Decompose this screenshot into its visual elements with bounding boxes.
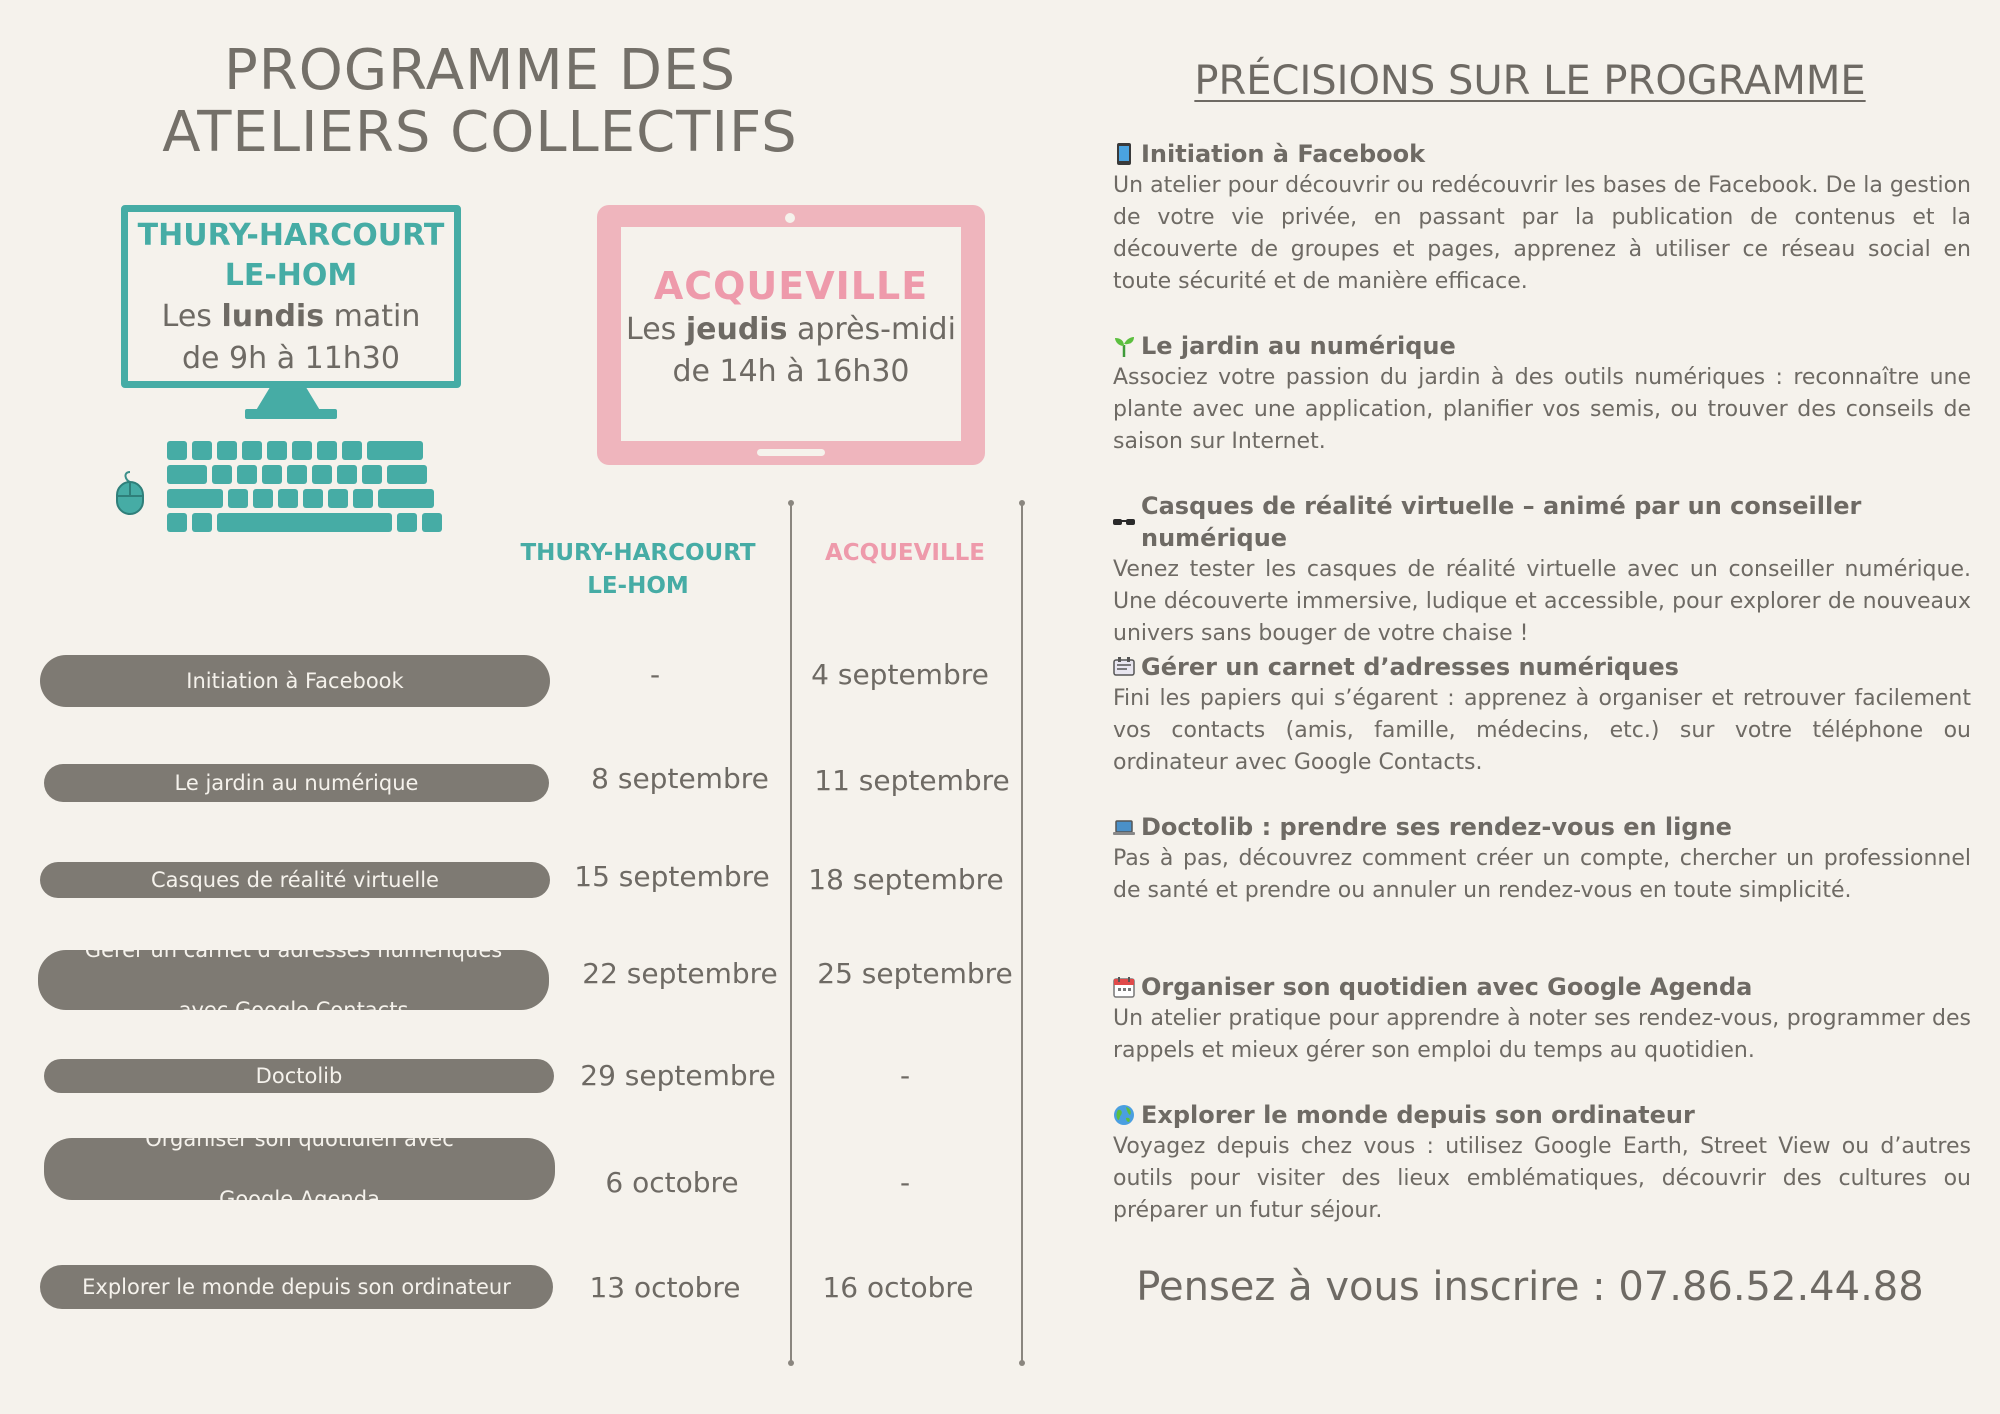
divider-dot	[1019, 500, 1025, 506]
acq-sched-pre: Les	[626, 312, 686, 347]
seedling-icon	[1113, 334, 1135, 358]
globe-icon	[1113, 1103, 1135, 1127]
workshop-label	[105, 1124, 493, 1214]
acqueville-schedule-hours: de 14h à 16h30	[672, 354, 910, 389]
divider-dot	[788, 1360, 794, 1366]
workshop-pill	[44, 1127, 555, 1211]
detail-section	[1113, 330, 1971, 458]
detail-section	[1113, 811, 1971, 907]
date-thury: 13 octobre	[589, 1271, 741, 1304]
card-index-icon	[1113, 655, 1135, 679]
detail-section	[1113, 138, 1971, 298]
thury-schedule-day	[128, 296, 454, 338]
workshop-label-line1: Organiser son quotidien avec	[145, 1127, 454, 1151]
workshop-pill	[40, 1265, 553, 1309]
keyboard-icon	[167, 441, 442, 533]
detail-body: Venez tester les casques de réalité virtuelle avec un conseiller numérique. Une découverte immersive, ludique et accessible, pour explorer de nouveaux univers sans bouger de votre chaise !	[1113, 557, 1971, 646]
workshop-label: Casques de réalité virtuelle	[151, 868, 439, 892]
detail-heading	[1113, 971, 1971, 1003]
detail-heading-text: Explorer le monde depuis son ordinateur	[1141, 1101, 1695, 1129]
detail-heading	[1113, 330, 1971, 362]
divider-dot	[788, 500, 794, 506]
detail-heading-text: Doctolib : prendre ses rendez-vous en ligne	[1141, 813, 1732, 841]
thury-name-line1: THURY-HARCOURT	[137, 218, 445, 253]
sunglasses-icon	[1113, 510, 1135, 534]
workshop-pill	[40, 862, 550, 898]
detail-heading-text: Initiation à Facebook	[1141, 140, 1426, 168]
workshop-label: Doctolib	[255, 1064, 343, 1088]
workshop-label: Initiation à Facebook	[186, 669, 404, 693]
workshop-label-line1: Gérer un carnet d’adresses numériques	[84, 938, 503, 962]
workshop-label-line2: Google Agenda	[219, 1187, 380, 1211]
mouse-icon	[113, 470, 147, 516]
date-acqueville: 25 septembre	[817, 957, 1013, 990]
registration-phone: Pensez à vous inscrire : 07.86.52.44.88	[1136, 1264, 1924, 1310]
date-acqueville: -	[899, 1059, 911, 1092]
workshop-pill	[38, 938, 549, 1022]
workshop-pill	[44, 764, 549, 802]
detail-heading-text: Gérer un carnet d’adresses numériques	[1141, 653, 1679, 681]
acq-sched-post: après-midi	[787, 312, 956, 347]
tablet-home-button	[757, 449, 825, 456]
column-divider-left	[790, 503, 792, 1363]
detail-body: Pas à pas, découvrez comment créer un compte, chercher un professionnel de santé et prendre ou annuler un rendez-vous en toute simplicité.	[1113, 846, 1971, 903]
detail-body: Un atelier pratique pour apprendre à noter ses rendez-vous, programmer des rappels et mieux gérer son emploi du temps au quotidien.	[1113, 1006, 1971, 1063]
thury-sched-day: lundis	[221, 299, 325, 334]
date-thury: -	[649, 658, 661, 691]
monitor-illustration	[121, 205, 461, 388]
column-header-thury	[505, 537, 771, 603]
date-acqueville: 4 septembre	[811, 658, 989, 691]
thury-place-name	[128, 216, 454, 296]
date-acqueville: -	[899, 1166, 911, 1199]
workshop-label: Explorer le monde depuis son ordinateur	[82, 1275, 511, 1299]
detail-body: Voyagez depuis chez vous : utilisez Google Earth, Street View ou d’autres outils pour visiter des lieux emblématiques, découvrir des cultures ou préparer un futur séjour.	[1113, 1134, 1971, 1223]
mobile-phone-icon	[1113, 142, 1135, 166]
tablet-illustration	[597, 205, 985, 465]
page-title-line1: PROGRAMME DES	[224, 38, 736, 103]
detail-heading	[1113, 651, 1971, 683]
workshop-label-line2: avec Google Contacts	[178, 998, 409, 1022]
detail-heading	[1113, 811, 1971, 843]
detail-section	[1113, 1099, 1971, 1227]
detail-body: Associez votre passion du jardin à des outils numériques : reconnaître une plante avec une application, planifier vos semis, ou trouver des conseils de saison sur Internet.	[1113, 365, 1971, 454]
detail-heading-text: Casques de réalité virtuelle – animé par un conseiller numérique	[1141, 492, 1862, 552]
detail-heading-text: Le jardin au numérique	[1141, 332, 1456, 360]
detail-section	[1113, 971, 1971, 1067]
divider-dot	[1019, 1360, 1025, 1366]
tablet-screen	[621, 227, 961, 441]
acq-sched-day: jeudis	[685, 312, 788, 347]
column-divider-right	[1021, 503, 1023, 1363]
workshop-pill	[40, 655, 550, 707]
date-thury: 29 septembre	[580, 1059, 776, 1092]
detail-heading-text: Organiser son quotidien avec Google Agenda	[1141, 973, 1753, 1001]
thury-sched-pre: Les	[161, 299, 222, 334]
workshop-label	[45, 935, 542, 1025]
thury-schedule-hours: de 9h à 11h30	[182, 341, 400, 376]
thury-sched-post: matin	[324, 299, 421, 334]
acqueville-schedule-day	[621, 309, 961, 351]
detail-heading	[1113, 490, 1971, 554]
laptop-icon	[1113, 815, 1135, 839]
date-thury: 15 septembre	[574, 860, 770, 893]
workshop-pill	[44, 1059, 554, 1093]
detail-heading	[1113, 138, 1971, 170]
details-title: PRÉCISIONS SUR LE PROGRAMME	[1194, 58, 1866, 104]
workshop-label: Le jardin au numérique	[174, 771, 419, 795]
column-header-acqueville: ACQUEVILLE	[824, 540, 985, 566]
detail-section	[1113, 651, 1971, 779]
tablet-camera	[785, 213, 795, 223]
calendar-icon	[1113, 975, 1135, 999]
date-thury: 22 septembre	[582, 957, 778, 990]
date-acqueville: 18 septembre	[808, 863, 1004, 896]
detail-body: Fini les papiers qui s’égarent : apprenez à organiser et retrouver facilement vos contacts (amis, famille, médecins, etc.) sur votre téléphone ou ordinateur avec Google Contacts.	[1113, 686, 1971, 775]
acqueville-place-name: ACQUEVILLE	[653, 264, 929, 308]
date-thury: 6 octobre	[605, 1166, 739, 1199]
page-title	[80, 40, 880, 164]
date-acqueville: 11 septembre	[814, 764, 1010, 797]
detail-section	[1113, 490, 1971, 650]
monitor-stand-base	[245, 409, 337, 419]
date-thury: 8 septembre	[591, 762, 769, 795]
thury-name-line2: LE-HOM	[224, 258, 358, 293]
detail-heading	[1113, 1099, 1971, 1131]
page-title-line2: ATELIERS COLLECTIFS	[162, 100, 798, 165]
detail-body: Un atelier pour découvrir ou redécouvrir les bases de Facebook. De la gestion de votre vie privée, en passant par la publication de contenus et la découverte de groupes et pages, apprenez à utiliser ce réseau social en toute sécurité et de manière efficace.	[1113, 173, 1971, 294]
column-header-thury-line1: THURY-HARCOURT	[520, 540, 756, 566]
column-header-thury-line2: LE-HOM	[587, 573, 689, 599]
date-acqueville: 16 octobre	[822, 1271, 974, 1304]
